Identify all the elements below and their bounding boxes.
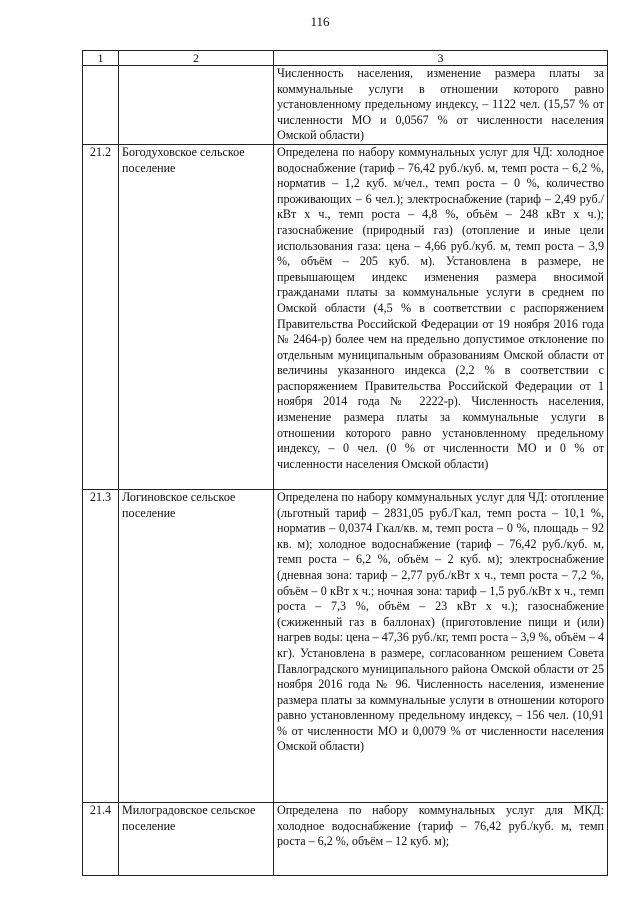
row-number: 21.3 — [83, 489, 119, 802]
row-settlement-name: Богодуховское сельское поселение — [119, 144, 274, 489]
table-header-row — [83, 51, 608, 66]
table-row — [83, 144, 608, 489]
row-description: Определена по набору коммунальных услуг для МКД: холодное водоснабжение (тариф – 76,42 руб./куб. м, темп роста – 6,2 %, объём – 12 куб. м); — [274, 802, 608, 875]
row-description: Определена по набору коммунальных услуг для ЧД: холодное водоснабжение (тариф – 76,42 руб./куб. м, темп роста – 6,2 %, норматив – 1,2 куб. м/чел., темп роста – 0 %, количество проживающих – 6 чел.); электроснабжение (тариф – 2,49 руб./кВт х ч., темп роста – 4,8 %, объём – 248 кВт х ч.); газоснабжение (природный газ) (отопление и иные цели использования газа: цена – 4,66 руб./куб. м, темп роста – 3,9 %, объём – 205 куб. м). Установлена в размере, не превышающем индекс изменения размера вносимой гражданами платы за коммунальные услуги в среднем по Омской области (4,5 % в соответствии с распоряжением Правительства Российской Федерации от 19 ноября 2016 года № 2464-р) более чем на предельно допустимое отклонение по отдельным муниципальным образованиям Омской области от величины указанного индекса (2,2 % в соответствии с распоряжением Правительства Российской Федерации от 1 ноября 2014 года № 2222-р). Численность населения, изменение размера платы за коммунальные услуги в отношении которого равно установленному предельному индексу, – 0 чел. (0 % от численности МО и 0 % от численности населения Омской области) — [274, 144, 608, 489]
row-number — [83, 66, 119, 145]
row-description: Определена по набору коммунальных услуг для ЧД: отопление (льготный тариф – 2831,05 руб./Гкал, темп роста – 10,1 %, норматив – 0,0374 Гкал/кв. м, темп роста – 0 %, площадь – 92 кв. м); холодное водоснабжение (тариф – 76,42 руб./куб. м, темп роста – 6,2 %, объём – 2 куб. м); электроснабжение (дневная зона: тариф – 2,77 руб./кВт х ч., темп роста – 7,2 %, объём – 0 кВт х ч.; ночная зона: тариф – 1,5 руб./кВт х ч., темп роста – 7,3 %, объём – 23 кВт х ч.); газоснабжение (сжиженный газ в баллонах) (приготовление пищи и (или) нагрев воды: цена – 47,36 руб./кг, темп роста – 3,9 %, объём – 4 кг). Установлена в размере, согласованном решением Совета Павлоградского муниципального района Омской области от 25 ноября 2016 года № 96. Численность населения, изменение размера платы за коммунальные услуги в отношении которого равно установленному предельному индексу, – 156 чел. (10,91 % от численности МО и 0,0079 % от численности населения Омской области) — [274, 489, 608, 802]
row-settlement-name: Милоградовское сельское поселение — [119, 802, 274, 875]
row-settlement-name: Логиновское сельское поселение — [119, 489, 274, 802]
page-number: 116 — [310, 14, 330, 29]
row-number: 21.4 — [83, 802, 119, 875]
table-row — [83, 802, 608, 875]
table-row-continuation — [83, 66, 608, 145]
column-header-3: 3 — [274, 51, 608, 66]
tariff-table — [82, 50, 608, 876]
column-header-2: 2 — [119, 51, 274, 66]
column-header-1: 1 — [83, 51, 119, 66]
table-row — [83, 489, 608, 802]
row-settlement-name — [119, 66, 274, 145]
row-description: Численность населения, изменение размера платы за коммунальные услуги в отношении которого равно установленному предельному индексу, – 1122 чел. (15,57 % от численности МО и 0,0567 % от численности населения Омской области) — [274, 66, 608, 145]
row-number: 21.2 — [83, 144, 119, 489]
